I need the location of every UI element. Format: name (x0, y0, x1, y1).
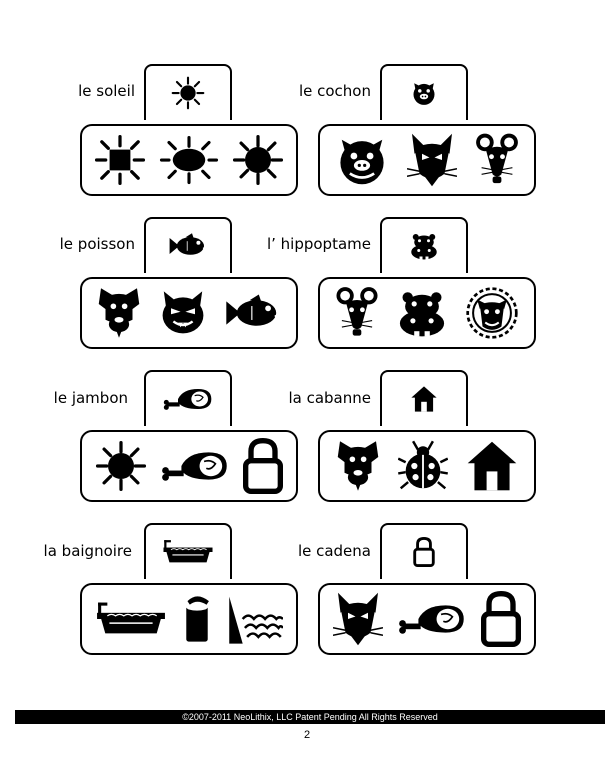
cat-icon[interactable] (333, 590, 383, 648)
bathtub-icon[interactable] (95, 599, 167, 639)
ham-icon[interactable] (161, 447, 229, 485)
ladybug-icon[interactable] (398, 440, 448, 492)
pig-icon (410, 79, 438, 107)
target-picture-box-5 (144, 370, 232, 426)
sun-icon (171, 76, 205, 110)
water-icon[interactable] (227, 594, 283, 644)
target-picture-box-7 (144, 523, 232, 579)
choice-box-7 (80, 583, 298, 655)
word-label-8: le cadena (297, 542, 371, 560)
cat-icon[interactable] (407, 131, 457, 189)
target-picture-box-3 (144, 217, 232, 273)
ham-icon (163, 385, 213, 413)
target-picture-box-2 (380, 64, 468, 120)
fish-icon[interactable] (224, 293, 282, 333)
ham-icon[interactable] (398, 600, 466, 638)
dog-icon[interactable] (335, 439, 381, 493)
padlock-icon (413, 537, 435, 567)
hippo-icon[interactable] (396, 289, 448, 337)
copyright-bar: ©2007-2011 NeoLithix, LLC Patent Pending All Rights Reserved (15, 710, 605, 724)
choice-box-5 (80, 430, 298, 502)
target-picture-box-4 (380, 217, 468, 273)
word-label-1: le soleil (78, 82, 135, 100)
choice-box-6 (318, 430, 536, 502)
word-label-4: l’ hippoptame (266, 235, 371, 253)
word-label-7: la baignoire (43, 542, 132, 560)
choice-box-1 (80, 124, 298, 196)
word-label-5: le jambon (53, 389, 128, 407)
sun-icon[interactable] (232, 134, 284, 186)
word-label-2: le cochon (298, 82, 371, 100)
word-label-6: la cabanne (288, 389, 371, 407)
fish-icon (168, 232, 208, 260)
sun-oval-icon[interactable] (159, 134, 219, 186)
target-picture-box-6 (380, 370, 468, 426)
target-picture-box-1 (144, 64, 232, 120)
hippo-icon (409, 232, 439, 260)
pig-icon[interactable] (335, 133, 389, 187)
mouse-icon[interactable] (475, 132, 519, 188)
choice-box-4 (318, 277, 536, 349)
lion-icon[interactable] (465, 286, 519, 340)
mouse-icon[interactable] (335, 286, 379, 340)
choice-box-8 (318, 583, 536, 655)
bathtub-icon (162, 538, 214, 566)
cat-face-icon[interactable] (159, 289, 207, 337)
can-icon[interactable] (182, 594, 212, 644)
page-number: 2 (303, 729, 311, 741)
target-picture-box-8 (380, 523, 468, 579)
word-label-3: le poisson (59, 235, 135, 253)
cabin-icon (410, 384, 438, 414)
sun-icon[interactable] (95, 440, 147, 492)
choice-box-3 (80, 277, 298, 349)
padlock-icon[interactable] (243, 438, 283, 494)
dog-icon[interactable] (96, 286, 142, 340)
sun-square-icon[interactable] (94, 134, 146, 186)
choice-box-2 (318, 124, 536, 196)
padlock-icon[interactable] (481, 591, 521, 647)
cabin-icon[interactable] (465, 439, 519, 493)
